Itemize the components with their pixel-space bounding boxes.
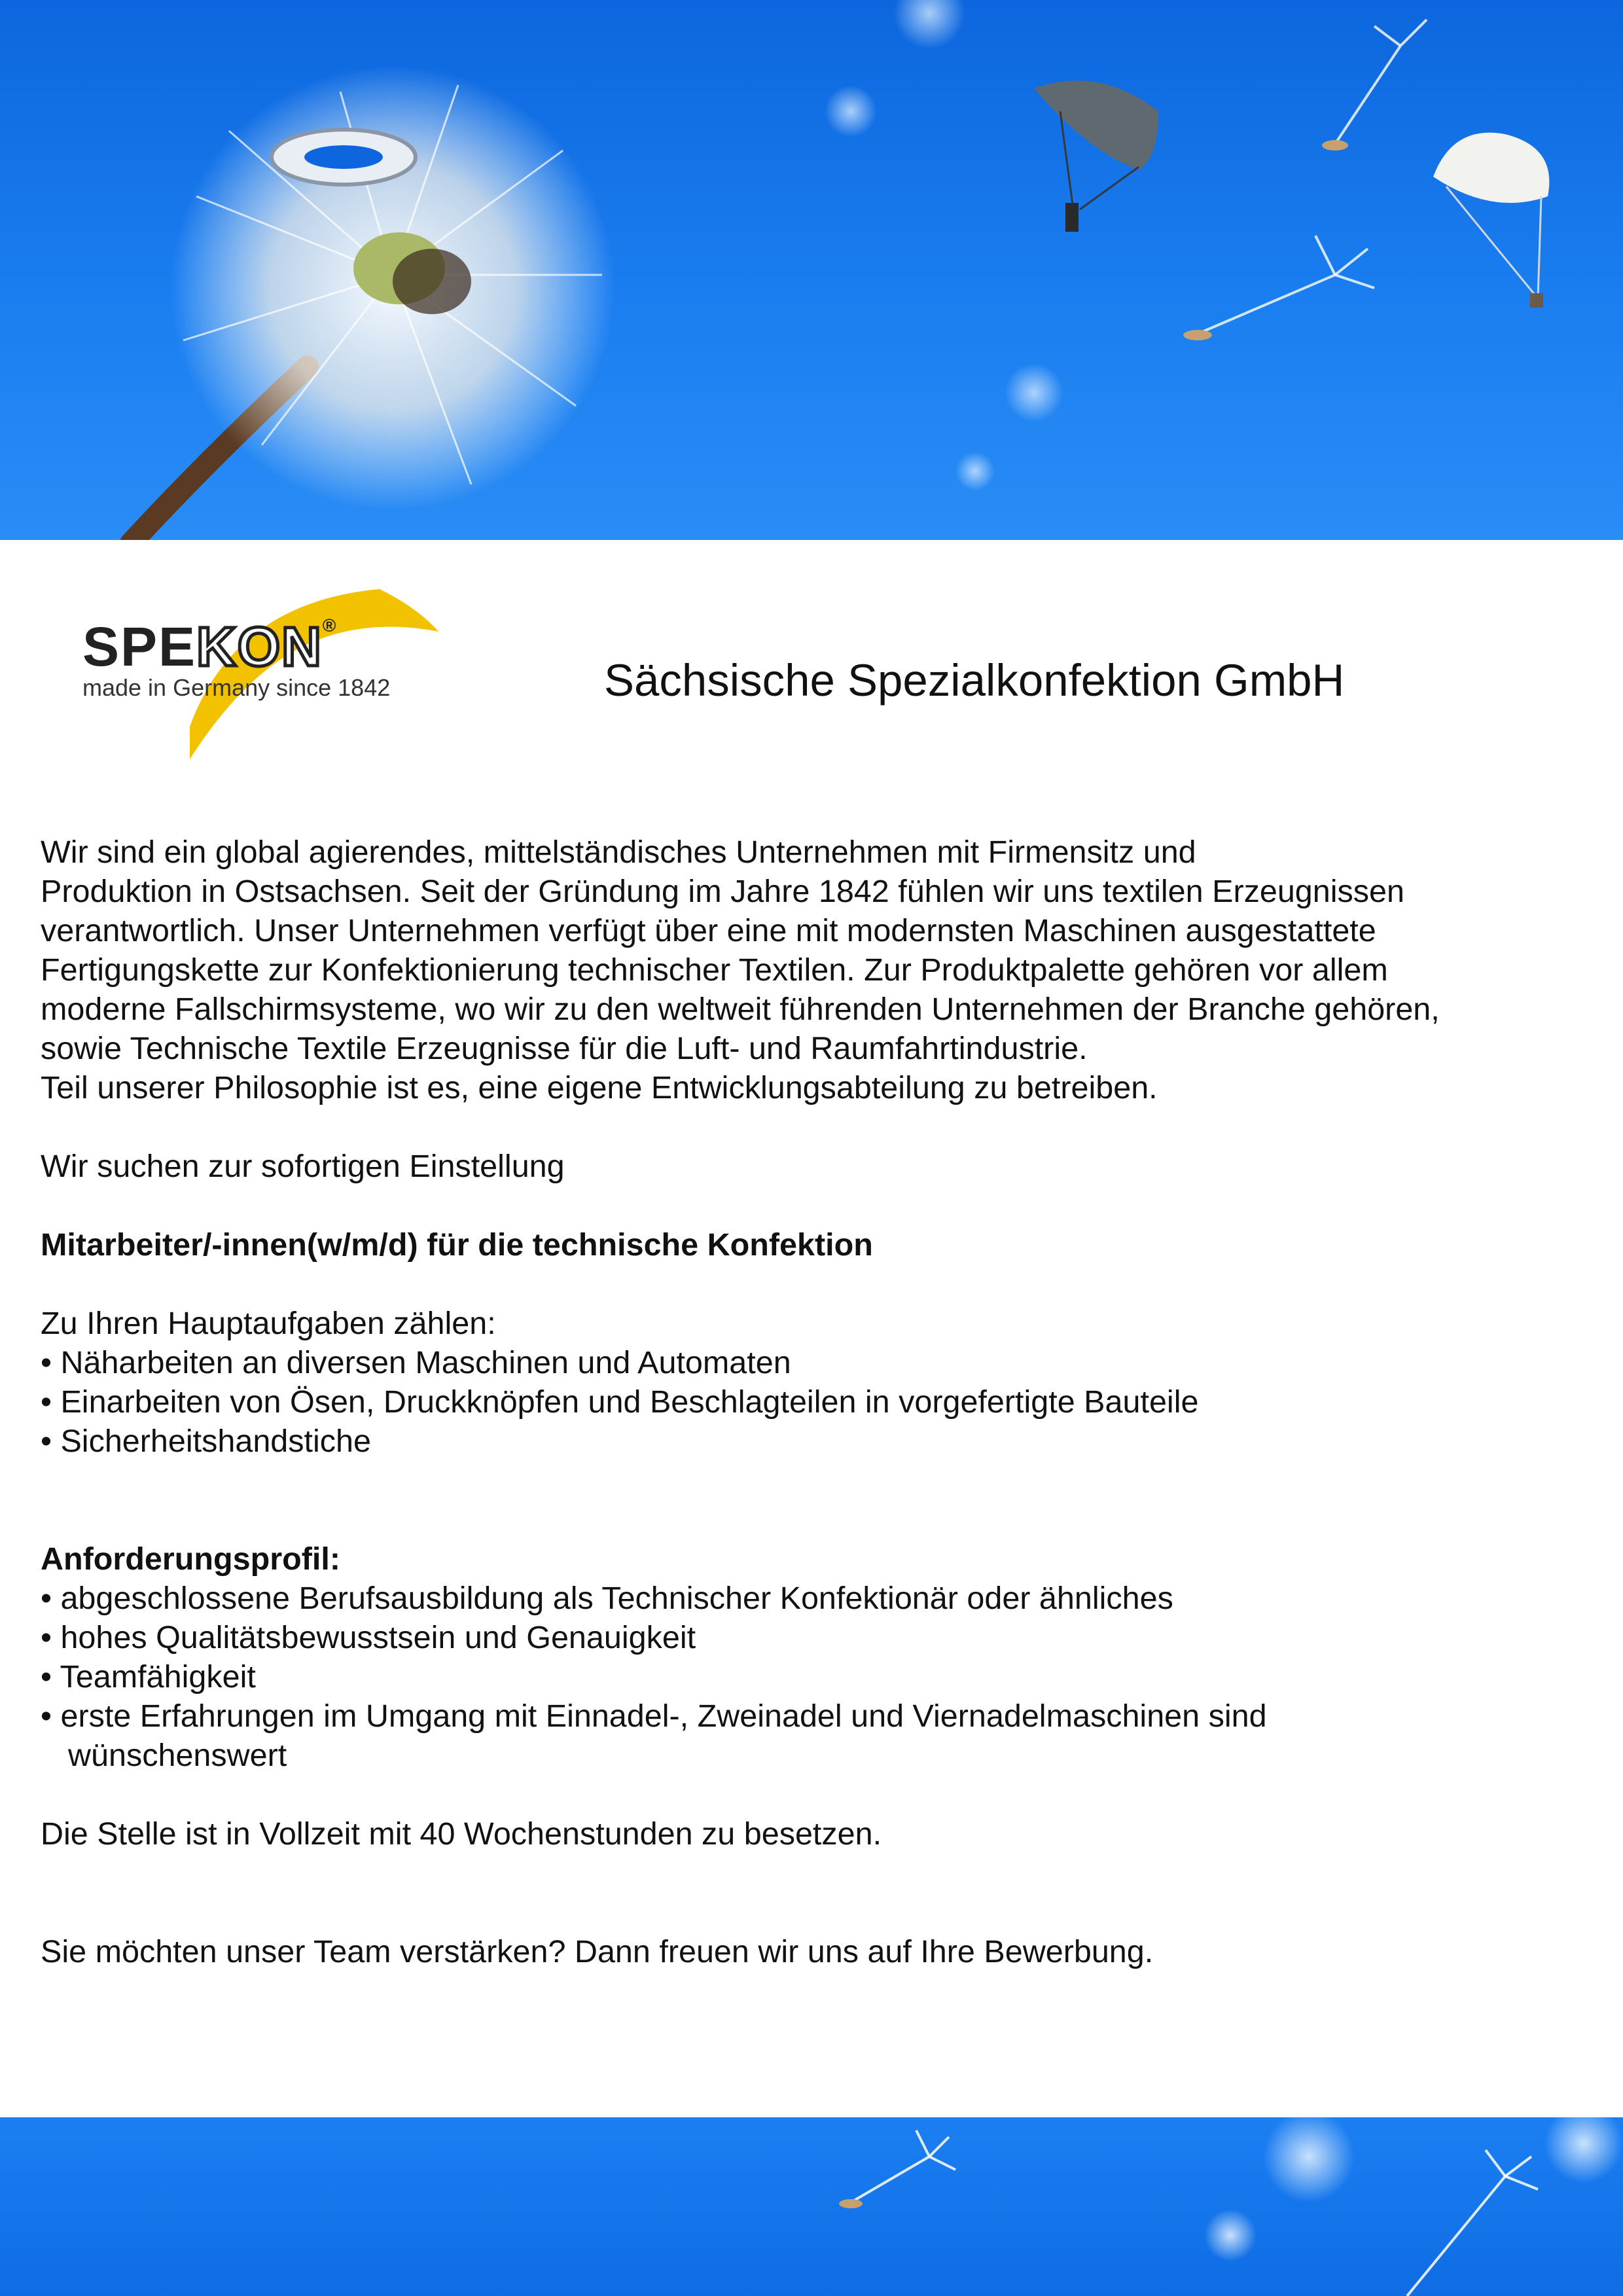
hours-line: Die Stelle ist in Vollzeit mit 40 Wochenstunden zu besetzen. [41,1816,882,1852]
requirement-item: • Teamfähigkeit [41,1659,256,1695]
task-item: • Einarbeiten von Ösen, Druckknöpfen und Beschlagteilen in vorgefertigte Bauteile [41,1384,1199,1420]
intro-line: sowie Technische Textile Erzeugnisse für die Luft- und Raumfahrtindustrie. [41,1031,1088,1066]
logo-word-prefix: SPE [82,616,197,677]
requirement-item: • abgeschlossene Berufsausbildung als Technischer Konfektionär oder ähnliches [41,1581,1173,1616]
search-line: Wir suchen zur sofortigen Einstellung [41,1149,565,1184]
logo-wordmark [82,615,337,679]
tasks-heading: Zu Ihren Hauptaufgaben zählen: [41,1306,496,1341]
intro-line: Fertigungskette zur Konfektionierung technischer Textilen. Zur Produktpalette gehören vor allem [41,952,1388,988]
company-logo [72,576,465,772]
company-name: Sächsische Spezialkonfektion GmbH [604,655,1345,706]
header-image [0,0,1623,540]
logo-tagline: made in Germany since 1842 [82,674,391,701]
intro-paragraph [41,833,1565,1107]
intro-line: Wir sind ein global agierendes, mittelständisches Unternehmen mit Firmensitz und [41,834,1196,870]
registered-mark: ® [322,615,338,636]
job-posting-body [41,833,1565,1971]
requirement-item-continuation: wünschenswert [68,1738,287,1773]
logo-word-suffix: KON [196,616,323,677]
job-title: Mitarbeiter/-innen(w/m/d) für die technische Konfektion [41,1227,873,1263]
intro-line: Produktion in Ostsachsen. Seit der Gründung im Jahre 1842 fühlen wir uns textilen Erzeugnissen [41,874,1404,909]
intro-line: verantwortlich. Unser Unternehmen verfügt über eine mit modernsten Maschinen ausgestattete [41,913,1376,948]
task-item: • Näharbeiten an diversen Maschinen und Automaten [41,1345,791,1380]
footer-image [0,2117,1623,2296]
dandelion-parachutes-icon [0,0,1623,540]
requirements-heading: Anforderungsprofil: [41,1541,341,1577]
requirement-item: • erste Erfahrungen im Umgang mit Einnadel-, Zweinadel und Viernadelmaschinen sind [41,1698,1267,1734]
dandelion-seeds-icon [0,2117,1623,2296]
intro-line: Teil unserer Philosophie ist es, eine eigene Entwicklungsabteilung zu betreiben. [41,1070,1158,1105]
task-item: • Sicherheitshandstiche [41,1424,371,1459]
intro-line: moderne Fallschirmsysteme, wo wir zu den weltweit führenden Unternehmen der Branche gehören, [41,992,1440,1027]
requirement-item: • hohes Qualitätsbewusstsein und Genauigkeit [41,1620,696,1655]
closing-line: Sie möchten unser Team verstärken? Dann freuen wir uns auf Ihre Bewerbung. [41,1934,1154,1969]
